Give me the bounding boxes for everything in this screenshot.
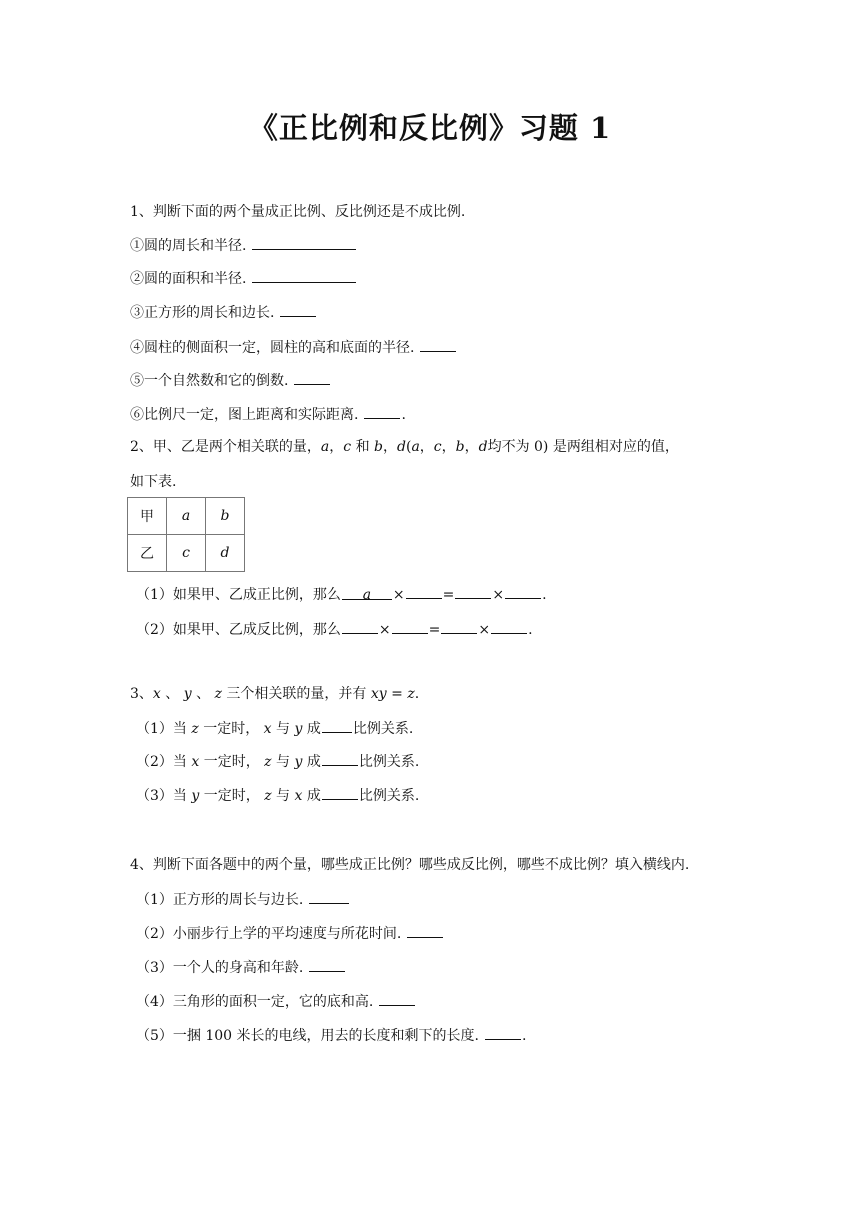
q2-stem-line1 (130, 437, 679, 457)
answer-blank[interactable] (455, 584, 491, 599)
q2-part-1-text: （1）如果甲、乙成正比例，那么 (136, 587, 341, 603)
part-label: （1）当 (136, 721, 192, 737)
answer-blank[interactable] (379, 991, 415, 1006)
table-cell: b (206, 498, 245, 535)
q3-part-1 (136, 718, 413, 739)
paren-open: ( (405, 439, 412, 455)
table-row (128, 535, 245, 572)
var-a: a (411, 439, 420, 455)
q1-item-1-text: ①圆的周长和半径. (130, 238, 247, 254)
period: . (414, 686, 420, 702)
equals-sign: = (428, 622, 441, 638)
page-title: 《正比例和反比例》习题 1 (248, 111, 612, 145)
cheng-text: 成 (302, 788, 321, 804)
q1-item-3-text: ③正方形的周长和边长. (130, 305, 275, 321)
q3-part-3 (136, 785, 419, 806)
q4-item-4 (136, 991, 416, 1012)
q3-part-2 (136, 751, 419, 772)
var-y: y (191, 788, 200, 804)
times-sign: × (478, 622, 491, 638)
q4-stem: 4、判断下面各题中的两个量，哪些成正比例？哪些成反比例，哪些不成比例？填入横线内. (130, 857, 690, 873)
var-c: c (433, 439, 442, 455)
tail-text: 比例关系. (358, 788, 420, 804)
q2-part-2 (136, 619, 533, 640)
equals-sign: = (442, 587, 455, 603)
times-sign: × (378, 622, 391, 638)
period: . (521, 1028, 527, 1044)
table-row (128, 498, 245, 535)
q1-item-2-text: ②圆的面积和半径. (130, 271, 247, 287)
answer-blank[interactable] (491, 619, 527, 634)
comma: ， (464, 439, 479, 455)
q2-stem-line2: 如下表. (130, 474, 177, 490)
answer-blank[interactable] (309, 957, 345, 972)
table-cell: 乙 (128, 535, 167, 572)
answer-blank[interactable] (485, 1025, 521, 1040)
comma: ， (383, 439, 397, 455)
comma: ， (419, 439, 434, 455)
comma: ， (441, 439, 456, 455)
var-c: c (343, 439, 352, 455)
and-text: 与 (271, 721, 295, 737)
q1-item-4 (130, 337, 457, 358)
times-sign: × (392, 587, 405, 603)
q2-part-2-text: （2）如果甲、乙成反比例，那么 (136, 622, 341, 638)
answer-blank[interactable] (342, 619, 378, 634)
var-z: z (264, 788, 272, 804)
part-label: （3）当 (136, 788, 192, 804)
var-x: x (294, 788, 303, 804)
var-y: y (183, 686, 192, 702)
cheng-text: 成 (302, 721, 321, 737)
const-text: 一定时， (199, 754, 265, 770)
q4-item-2 (136, 923, 444, 944)
q1-stem: 1、判断下面的两个量成正比例、反比例还是不成比例. (130, 204, 466, 220)
answer-blank[interactable] (420, 337, 456, 352)
q1-item-6 (130, 404, 406, 425)
q3-stem (130, 684, 419, 704)
answer-blank[interactable] (294, 370, 330, 385)
var-b: b (455, 439, 465, 455)
table-cell: 甲 (128, 498, 167, 535)
answer-blank[interactable] (441, 619, 477, 634)
answer-blank[interactable] (252, 235, 356, 250)
times-sign: × (492, 587, 505, 603)
tail-text: 比例关系. (352, 721, 414, 737)
var-x: x (263, 721, 272, 737)
part-label: （2）当 (136, 754, 192, 770)
period: . (542, 587, 547, 603)
q4-item-5-text: （5）一捆 100 米长的电线，用去的长度和剩下的长度. (136, 1028, 479, 1044)
and-text: 与 (271, 788, 295, 804)
q2-stem-text: 2、甲、乙是两个相关联的量， (130, 439, 321, 455)
q2-part-1 (136, 584, 547, 605)
answer-blank[interactable] (252, 268, 356, 283)
q1-item-1 (130, 235, 357, 256)
separator: 、 (191, 686, 215, 702)
answer-blank[interactable] (407, 923, 443, 938)
var-z: z (191, 721, 199, 737)
q4-item-3 (136, 957, 346, 978)
q1-item-2 (130, 268, 357, 289)
q1-item-5 (130, 370, 331, 391)
cheng-text: 成 (302, 754, 321, 770)
var-d: d (478, 439, 488, 455)
expr-xy: xy (370, 686, 387, 702)
period: . (401, 407, 406, 423)
var-x: x (152, 686, 161, 702)
q4-item-1-text: （1）正方形的周长与边长. (136, 892, 304, 908)
answer-blank[interactable] (322, 718, 352, 733)
var-b: b (374, 439, 383, 455)
var-y: y (294, 721, 303, 737)
value-table (127, 497, 245, 572)
q4-item-4-text: （4）三角形的面积一定，它的底和高. (136, 994, 374, 1010)
tail-text: 比例关系. (358, 754, 420, 770)
const-text: 一定时， (198, 721, 264, 737)
var-x: x (191, 754, 200, 770)
q1-item-4-text: ④圆柱的侧面积一定，圆柱的高和底面的半径. (130, 340, 415, 356)
var-d: d (397, 439, 406, 455)
var-a: a (320, 439, 330, 455)
answer-blank[interactable] (364, 404, 400, 419)
const-text: 一定时， (199, 788, 265, 804)
answer-blank[interactable] (322, 785, 358, 800)
q3-number: 3、 (130, 686, 153, 702)
q3-stem-text: 三个相关联的量，并有 (221, 686, 371, 702)
q4-item-5 (136, 1025, 526, 1046)
q1-item-5-text: ⑤一个自然数和它的倒数. (130, 373, 289, 389)
var-z: z (407, 686, 415, 702)
answer-blank[interactable] (406, 584, 442, 599)
table-cell: c (167, 535, 206, 572)
answer-blank[interactable] (280, 302, 316, 317)
var-z: z (264, 754, 272, 770)
answer-blank[interactable] (322, 751, 358, 766)
answer-blank[interactable] (505, 584, 541, 599)
q4-item-3-text: （3）一个人的身高和年龄. (136, 960, 304, 976)
q1-item-6-text: ⑥比例尺一定，图上距离和实际距离. (130, 407, 359, 423)
conj-he: 和 (351, 439, 375, 455)
separator: 、 (160, 686, 184, 702)
and-text: 与 (271, 754, 295, 770)
equals-sign: = (386, 686, 408, 702)
comma: ， (329, 439, 344, 455)
q4-item-1 (136, 889, 350, 910)
answer-blank[interactable] (309, 889, 349, 904)
period: . (528, 622, 533, 638)
table-cell: a (167, 498, 206, 535)
answer-blank[interactable]: a (342, 585, 392, 600)
var-z: z (214, 686, 222, 702)
q4-item-2-text: （2）小丽步行上学的平均速度与所花时间. (136, 926, 402, 942)
var-y: y (294, 754, 303, 770)
table-cell: d (206, 535, 245, 572)
answer-blank[interactable] (392, 619, 428, 634)
paren-close-text: 均不为 0) 是两组相对应的值， (487, 439, 679, 455)
q1-item-3 (130, 302, 317, 323)
